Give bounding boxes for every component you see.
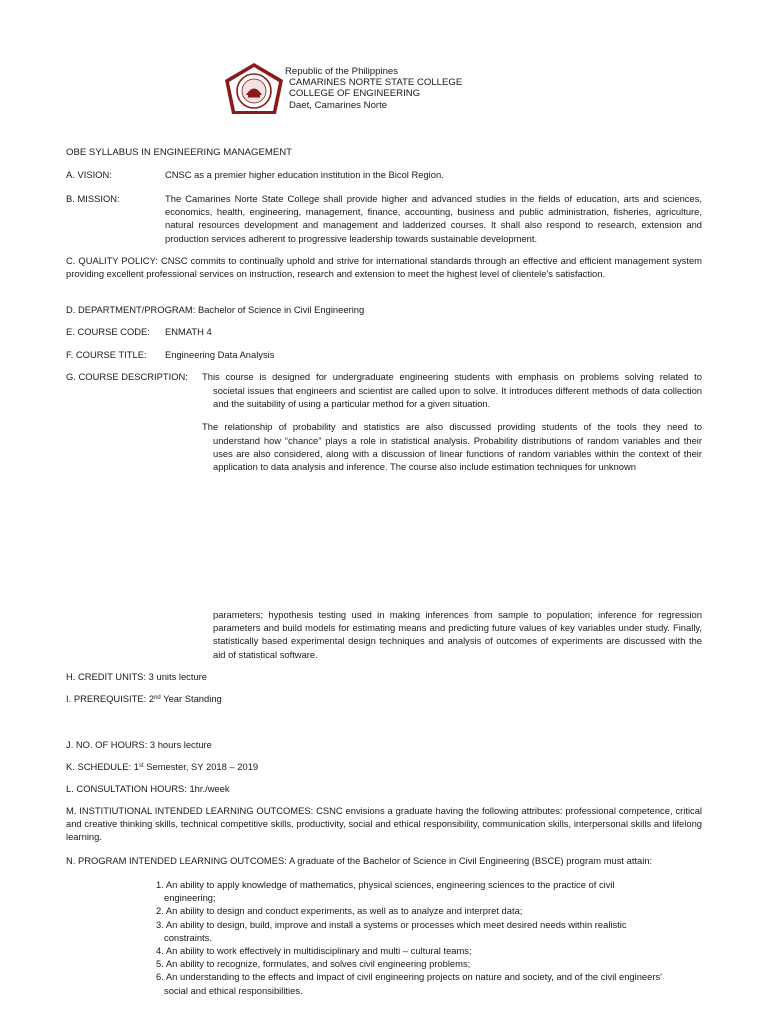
course-title-value: Engineering Data Analysis [165, 349, 275, 360]
list-item-number: 3. [156, 918, 164, 930]
credit-units-row [66, 670, 207, 683]
header-line-4: Daet, Camarines Norte [289, 99, 388, 111]
vision-label: A. VISION: [66, 169, 112, 180]
list-item-first-line [156, 957, 706, 970]
list-item [156, 957, 706, 970]
list-item-text: An ability to design, build, improve and install a systems or processes which meet desired needs within realistic [165, 918, 627, 930]
iilo-text: CSNC envisions a graduate having the following attributes: professional competence, critical and creative thinking skills, technical competitive skills, productivity, social and ethical responsibility, communication skills, interpersonal skills and lifelong learning. [66, 805, 703, 843]
list-item-text: An ability to recognize, formulates, and solves civil engineering problems; [165, 958, 471, 970]
hours-value: 3 hours lecture [149, 739, 212, 750]
college-seal [224, 62, 284, 116]
schedule-label: K. SCHEDULE: [66, 761, 132, 772]
list-item [156, 918, 706, 944]
list-item-first-line [156, 970, 706, 983]
institution-header [285, 66, 462, 111]
prerequisite-value-sup: nd [154, 695, 161, 701]
list-item [156, 904, 706, 917]
pilo-label: N. PROGRAM INTENDED LEARNING OUTCOMES: [66, 855, 287, 866]
prerequisite-row [66, 692, 222, 705]
list-item-continuation: engineering; [164, 892, 216, 904]
prerequisite-value-rest: Year Standing [163, 693, 222, 704]
quality-policy-label: C. QUALITY POLICY: [66, 255, 158, 266]
course-description-p2-start: The relationship of probability and statistics are also discussed providing students of the tools they need to [202, 421, 702, 432]
list-item-text: An ability to design and conduct experiments, as well as to analyze and interpret data; [165, 905, 523, 917]
list-item-number: 6. [156, 971, 164, 983]
prerequisite-label: I. PREREQUISITE: [66, 693, 147, 704]
department-label: D. DEPARTMENT/PROGRAM: [66, 304, 196, 315]
credit-units-label: H. CREDIT UNITS: [66, 671, 147, 682]
list-item-number: 4. [156, 945, 164, 957]
schedule-value-rest: Semester, SY 2018 – 2019 [146, 761, 259, 772]
hours-row [66, 738, 212, 751]
header-line-2: CAMARINES NORTE STATE COLLEGE [289, 77, 463, 89]
list-item-text: An ability to apply knowledge of mathematics, physical sciences, engineering sciences to the practice of civil [165, 879, 615, 890]
list-item-number: 2. [156, 905, 164, 917]
pilo-list [156, 878, 706, 997]
list-item-number: 1. [156, 879, 164, 890]
list-item-first-line [156, 944, 706, 957]
list-item-continuation: social and ethical responsibilities. [164, 984, 303, 996]
course-description-p1-start: This course is designed for undergraduate engineering students with emphasis on problems solving related to [202, 371, 702, 382]
course-description-p2-rest: understand how “chance” plays a role in statistical analysis. Probability distributions of random variables and their uses are also considered, along with a discussion of linear functions of random variables within the context of their application to data analysis and inference. The course also include estimation techniques for unknown [213, 435, 702, 473]
list-item-continuation: constraints. [164, 931, 212, 943]
mission-text: The Camarines Norte State College shall provide higher and advanced studies in the fields of education, arts and sciences, economics, health, engineering, management, finance, accounting, business and public administration, fisheries, agriculture, natural resources development and management and ladderized courses. It shall also respond to research, extension and production services adherent to progressive leadership towards sustainable development. [165, 193, 702, 244]
course-description-p3: parameters; hypothesis testing used in making inferences from sample to population; inference for regression parameters and build models for estimating means and predicting future values of key variables under study. Finally, statistically based experimental design techniques and analysis of outcomes of experiments are discussed with the aid of statistical software. [213, 609, 702, 660]
iilo-block [66, 804, 702, 844]
prerequisite-value-num: 2 [148, 693, 155, 704]
schedule-value-num: 1 [133, 761, 139, 772]
quality-policy [66, 254, 702, 280]
course-description-label: G. COURSE DESCRIPTION: [66, 371, 188, 382]
course-title-label: F. COURSE TITLE: [66, 349, 147, 360]
list-item [156, 970, 706, 996]
consultation-row [66, 782, 230, 795]
iilo-label: M. INSTITIUTIONAL INTENDED LEARNING OUTCOMES: [66, 805, 314, 816]
department-row [66, 303, 364, 316]
header-line-1: Republic of the Philippines [285, 66, 399, 77]
schedule-value-sup: st [138, 763, 144, 769]
quality-policy-text: CNSC commits to continually uphold and strive for international standards through an effective and efficient management system providing excellent professional services on instruction, research and extension to meet the highest level of clientele's satisfaction. [66, 255, 702, 280]
list-item-text: An ability to work effectively in multidisciplinary and multi – cultural teams; [165, 945, 472, 957]
vision-text: CNSC as a premier higher education institution in the Bicol Region. [165, 169, 444, 180]
department-value: Bachelor of Science in Civil Engineering [197, 304, 365, 315]
schedule-row [66, 760, 258, 773]
pilo-heading [66, 854, 652, 867]
credit-units-value: 3 units lecture [148, 671, 208, 682]
header-line-3: COLLEGE OF ENGINEERING [289, 88, 421, 100]
list-item [156, 944, 706, 957]
hours-label: J. NO. OF HOURS: [66, 739, 148, 750]
seal-emblem [224, 62, 284, 116]
list-item-number: 5. [156, 958, 164, 970]
list-item-text: An understanding to the effects and impact of civil engineering projects on nature and society, and of the civil engineers' [165, 971, 662, 983]
page-title: OBE SYLLABUS IN ENGINEERING MANAGEMENT [66, 147, 293, 158]
list-item-first-line [156, 918, 706, 931]
list-item [156, 878, 706, 904]
course-code-value: ENMATH 4 [165, 326, 212, 337]
consultation-value: 1hr./week [189, 783, 230, 794]
pilo-intro: A graduate of the Bachelor of Science in Civil Engineering (BSCE) program must attain: [288, 855, 653, 866]
list-item-first-line [156, 878, 706, 891]
course-description-p1-rest: societal issues that engineers and scientist are called upon to solve. It introduces different methods of data collection and the suitability of using a particular method for a given situation. [213, 385, 702, 410]
course-code-label: E. COURSE CODE: [66, 326, 150, 337]
mission-label: B. MISSION: [66, 193, 120, 204]
list-item-first-line [156, 904, 706, 917]
consultation-label: L. CONSULTATION HOURS: [66, 783, 187, 794]
